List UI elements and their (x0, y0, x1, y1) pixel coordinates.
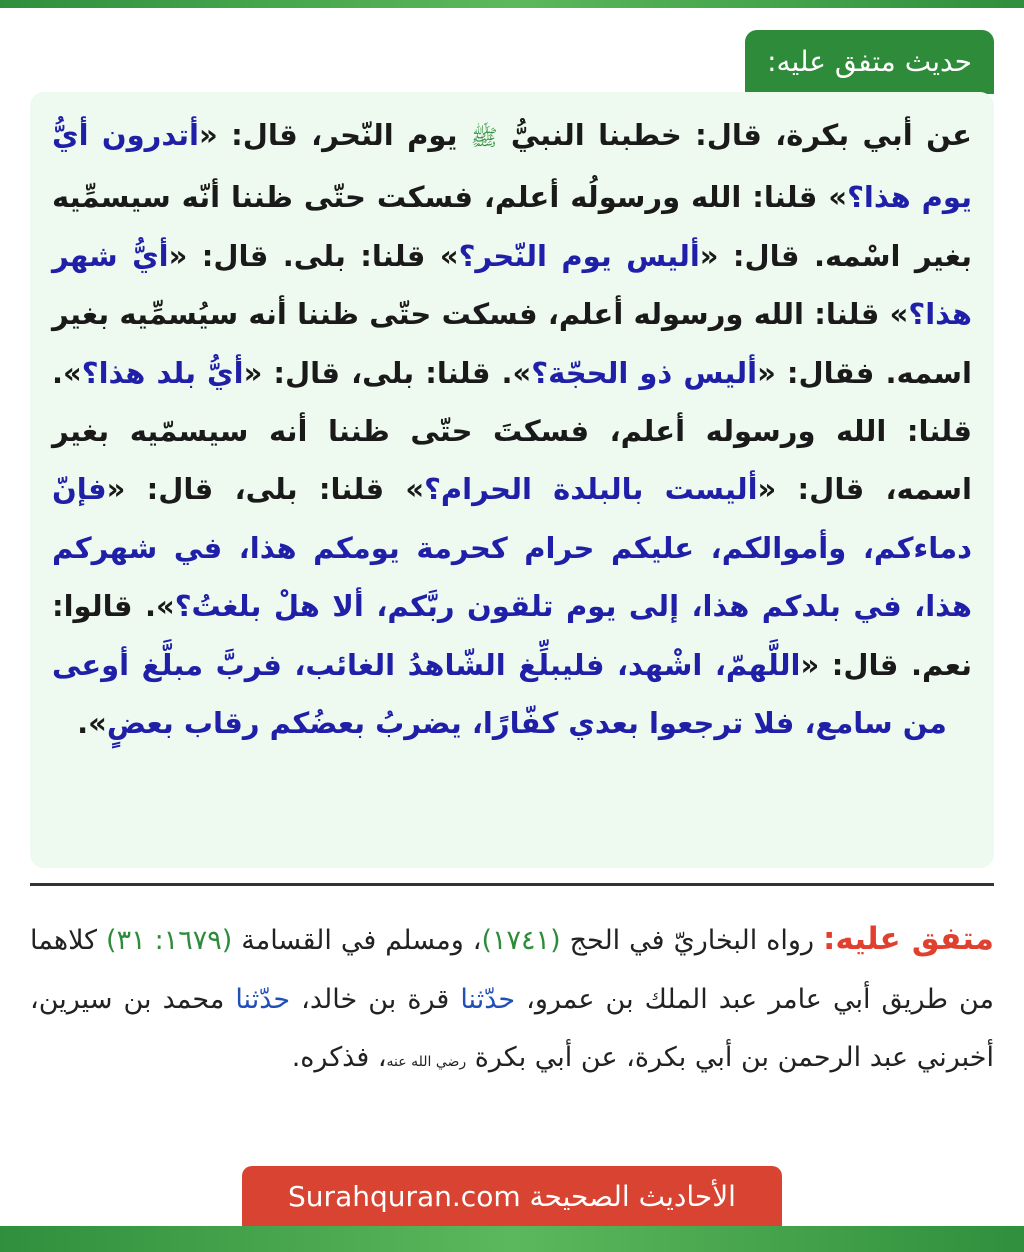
haddathana-word: حدّثنا (235, 983, 291, 1015)
citation-text: ، فذكره. (291, 1042, 387, 1073)
muslim-number: (١٦٧٩: ٣١) (106, 925, 233, 956)
citation-text: ، ومسلم في القسامة (232, 925, 482, 956)
haddathana-word: حدّثنا (460, 983, 516, 1015)
hadith-box (30, 92, 994, 868)
narration-text: » قلنا: بلى، قال: « (106, 472, 425, 507)
prophet-quote: فإنّ دماءكم، وأموالكم، عليكم حرام كحرمة يومكم هذا، في شهركم هذا، في بلدكم هذا، إلى يوم تلقون ربَّكم، ألا هلْ بلغتُ؟ (52, 472, 972, 624)
narration-text: » قلنا: الله ورسوله أعلم، فسكت حتّى ظننا أنه سيُسمِّيه بغير اسمه. فقال: « (52, 297, 972, 390)
prophet-quote: أتدرون أيُّ يوم هذا؟ (52, 118, 973, 215)
prophet-quote: أيُّ شهر هذا؟ (52, 238, 972, 332)
prophet-quote: أليس ذو الحجّة؟ (531, 355, 758, 390)
radiyallahu-anhu-glyph: رضي الله عنه (386, 1054, 467, 1070)
source-citation (30, 910, 994, 1092)
prophet-quote: أليست بالبلدة الحرام؟ (424, 472, 758, 507)
citation-text: محمد بن سيرين، أخبرني عبد الرحمن بن أبي بكرة، عن أبي بكرة (30, 983, 994, 1073)
agreed-upon-label: متفق عليه: (823, 921, 995, 957)
prophet-quote: أليس يوم النّحر؟ (458, 238, 700, 273)
narration-text: يوم النّحر، قال: « (198, 118, 471, 152)
prophet-quote: أيُّ بلد هذا؟ (81, 355, 244, 390)
salawat-glyph: ﷺ (470, 126, 498, 151)
citation-text: قرة بن خالد، (290, 983, 461, 1015)
bukhari-number: (١٧٤١) (481, 925, 561, 956)
hadith-type-label: حديث متفق عليه: (767, 45, 972, 78)
top-green-bar (0, 0, 1024, 8)
narration-text: » قلنا: بلى. قال: « (168, 238, 459, 273)
citation-text: كلاهما من طريق أبي عامر عبد الملك بن عمرو، (30, 925, 994, 1015)
narration-text: ». قالوا: نعم. قال: « (52, 589, 972, 682)
narration-text: عن أبي بكرة، قال: خطبنا النبيُّ (497, 118, 972, 152)
brand-link-button[interactable] (242, 1166, 782, 1228)
narration-text: ». قلنا: بلى، قال: « (243, 355, 532, 390)
section-divider (30, 883, 994, 886)
bottom-green-bar (0, 1226, 1024, 1252)
prophet-quote: اللَّهمّ، اشْهد، فليبلِّغ الشّاهدُ الغائب، فربَّ مبلَّغ أوعى من سامع، فلا ترجعوا بعدي كفّارًا، يضربُ بعضُكم رقاب بعضٍ (52, 647, 947, 741)
brand-label: الأحاديث الصحيحة Surahquran.com (288, 1180, 736, 1213)
narration-text: ». قلنا: الله ورسوله أعلم، فسكتَ حتّى ظننا أنه سيسمّيه بغير اسمه، قال: « (52, 355, 972, 507)
narration-text: ». (77, 706, 107, 741)
hadith-text (52, 106, 972, 752)
narration-text: » قلنا: الله ورسولُه أعلم، فسكت حتّى ظننا أنّه سيسمِّيه بغير اسْمه. قال: « (52, 180, 972, 273)
hadith-type-tag (745, 30, 994, 94)
citation-text: رواه البخاريّ في الحج (560, 925, 824, 956)
